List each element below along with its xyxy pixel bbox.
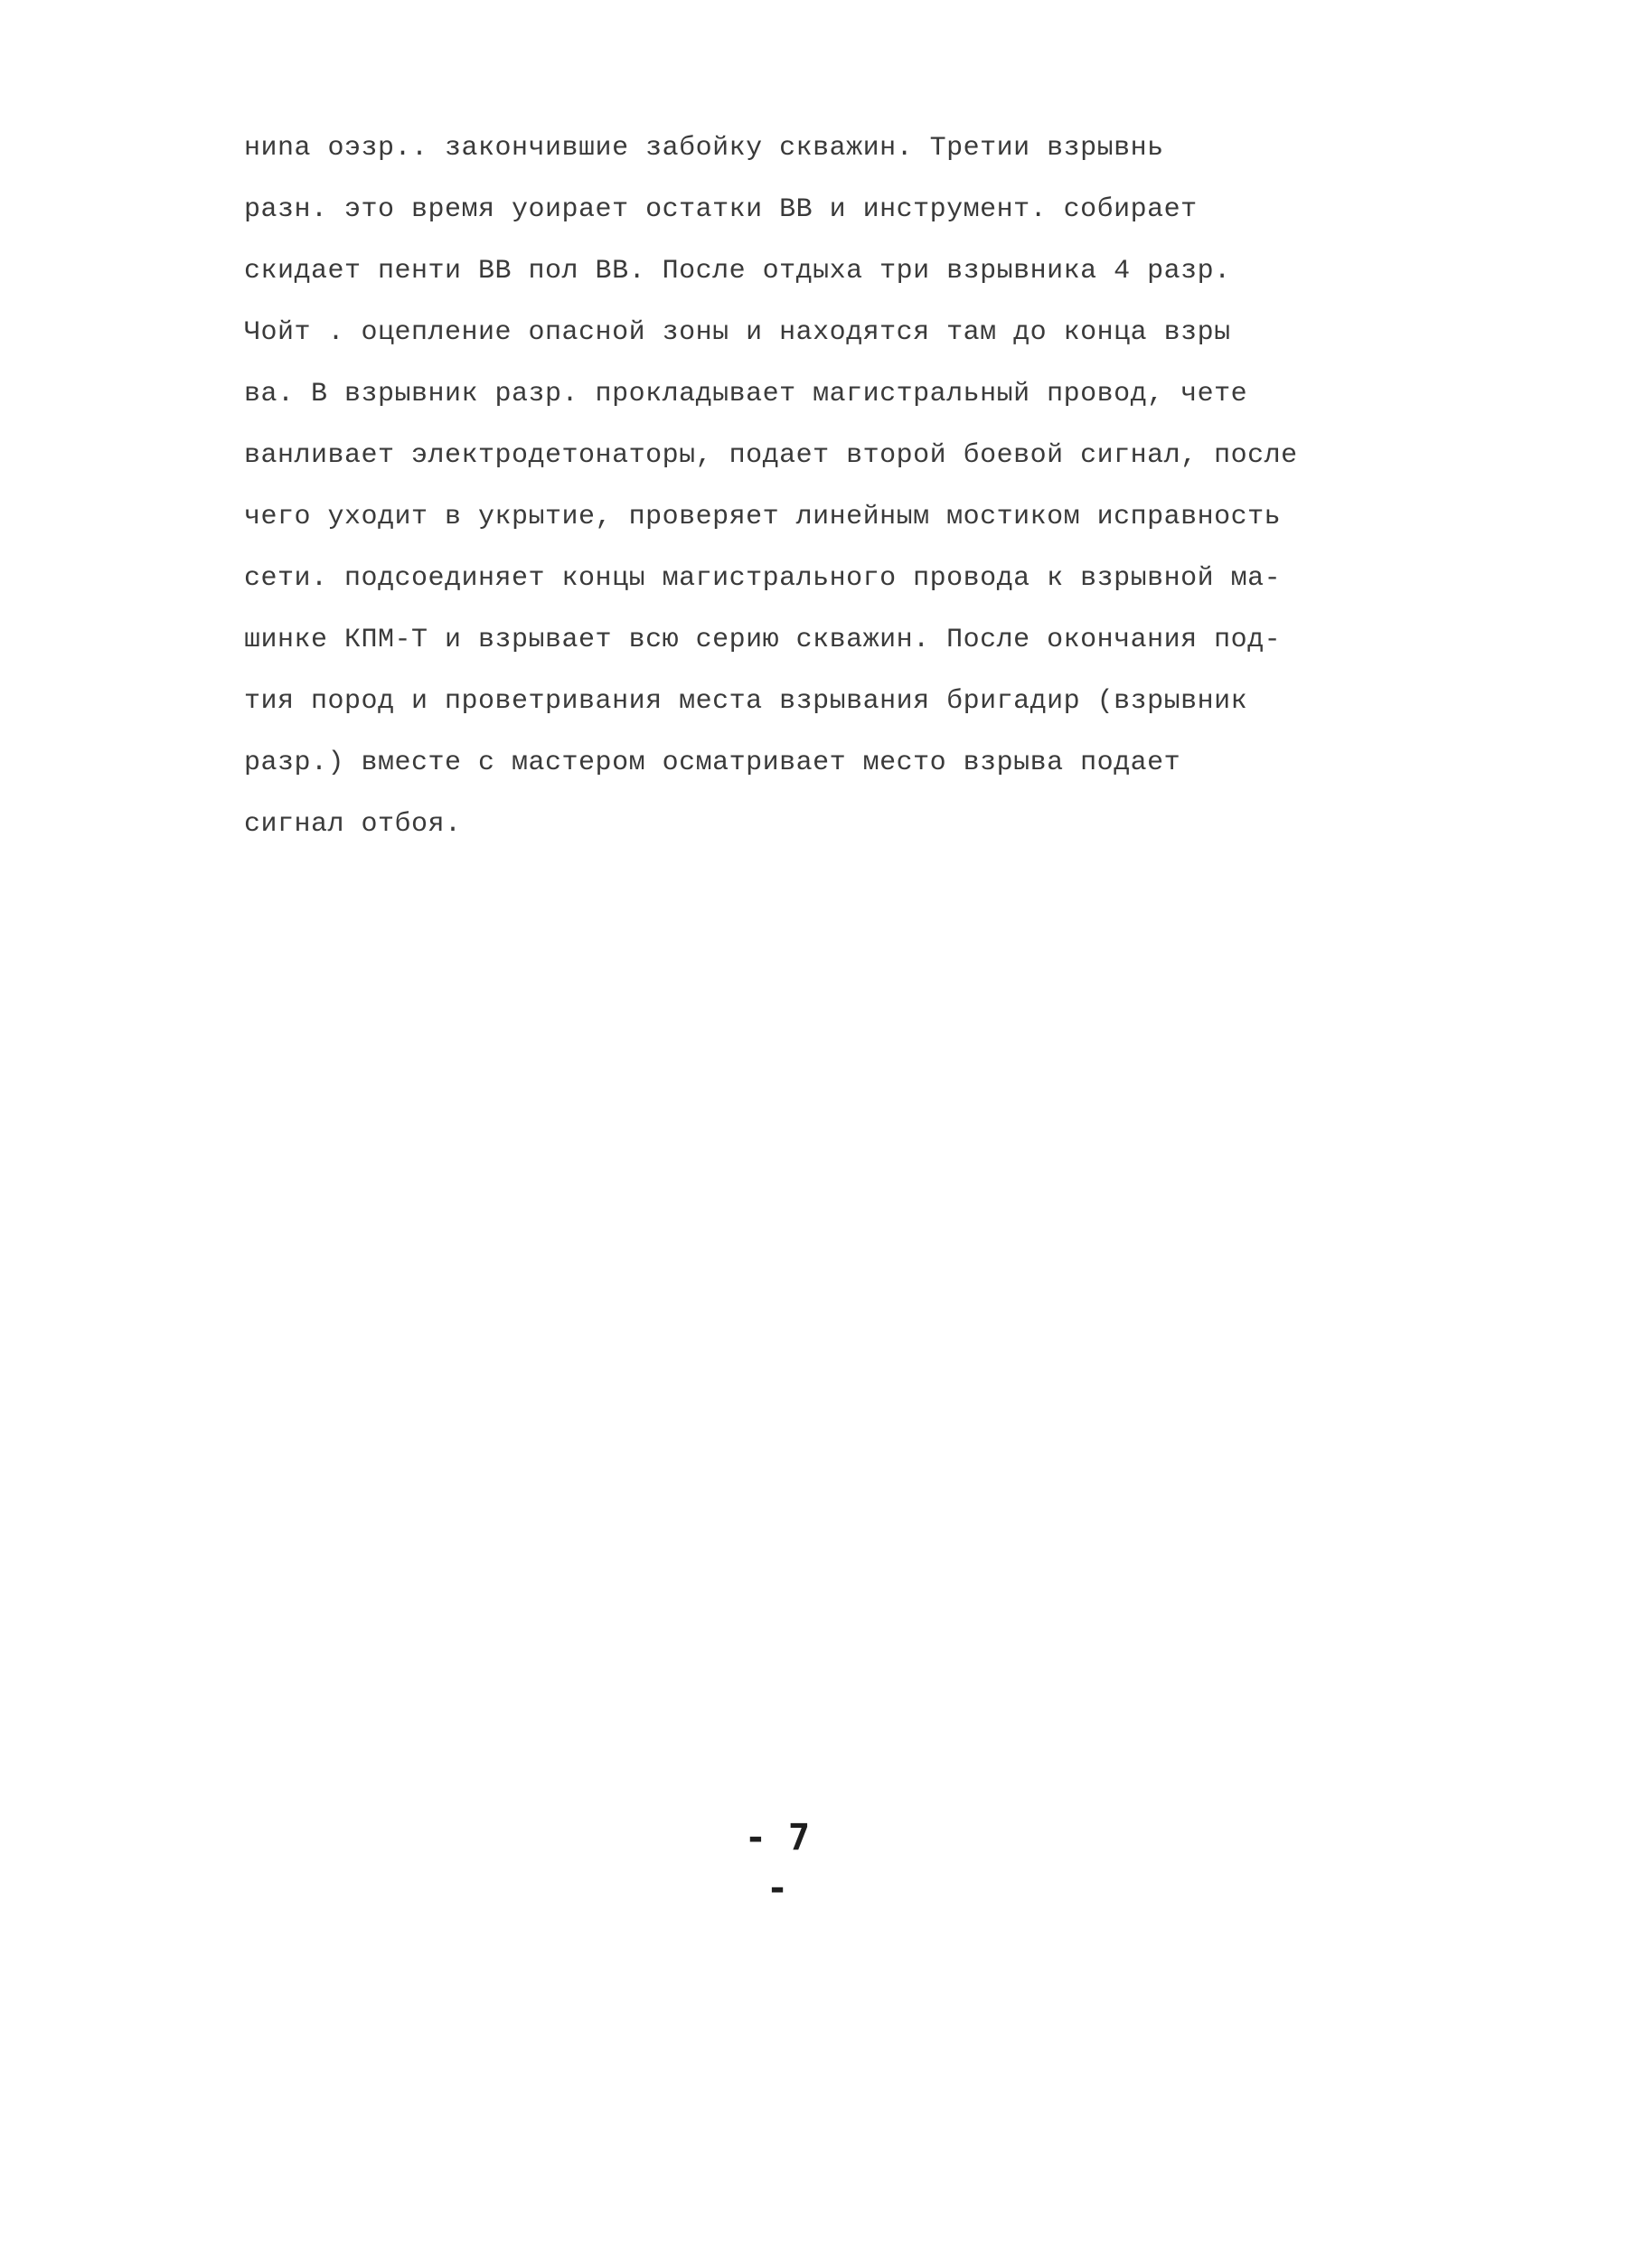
text-line-5: ва. В взрывник разр. прокладывает магистральный провод, чете <box>244 379 1248 409</box>
text-line-4: Чойт . оцепление опасной зоны и находятся там до конца взры <box>244 317 1231 348</box>
text-line-2: разн. это время уоирает остатки ВВ и инструмент. собирает <box>244 194 1198 225</box>
text-line-8: сети. подсоединяет концы магистрального провода к взрывной ма- <box>244 563 1282 594</box>
text-line-11: разр.) вместе с мастером осматривает место взрыва подает <box>244 748 1181 778</box>
text-line-6: ванливает электродетонаторы, подает второй боевой сигнал, после <box>244 440 1298 471</box>
text-line-1: ниna оэзр.. закончившие забойку скважин. Третии взрывнь <box>244 133 1164 164</box>
text-line-3: скидает пенти ВВ пол ВВ. После отдыха три взрывника 4 разр. <box>244 256 1231 287</box>
page-number: - 7 - <box>744 1817 811 1909</box>
text-line-9: шинке КПМ-Т и взрывает всю серию скважин. После окончания под- <box>244 625 1282 655</box>
text-line-10: тия пород и проветривания места взрывания бригадир (взрывник <box>244 686 1248 717</box>
text-line-12: сигнал отбоя. <box>244 809 462 840</box>
text-line-7: чего уходит в укрытие, проверяет линейным мостиком исправность <box>244 502 1282 532</box>
